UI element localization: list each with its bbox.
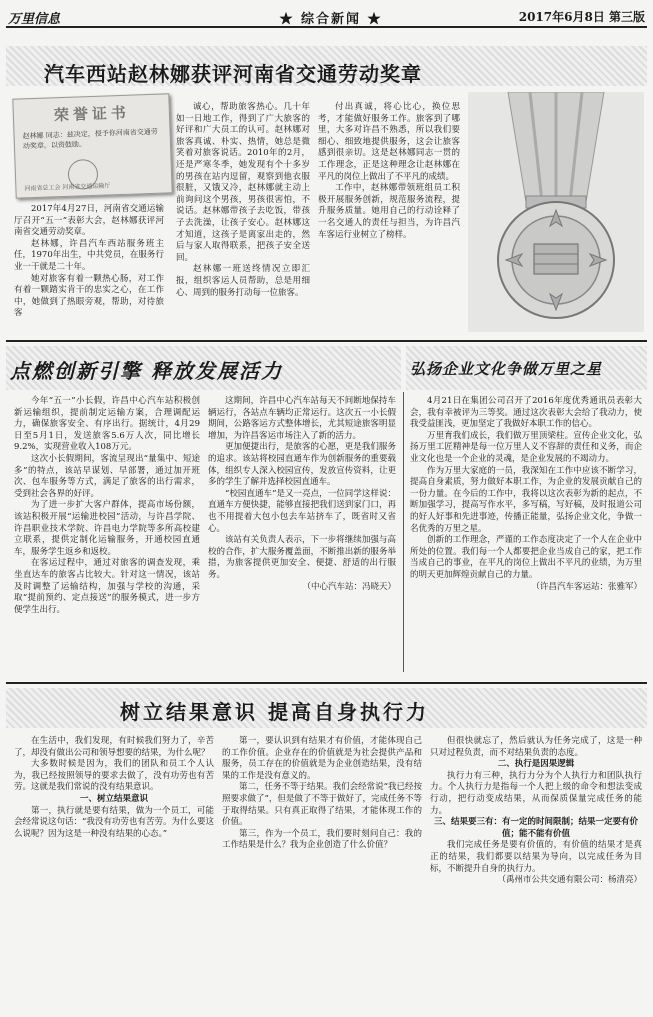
certificate-footer: 河南省总工会 河南省交通运输厅: [24, 182, 111, 193]
paragraph: 在客运过程中，通过对旅客的调查发现，乘坐直达车的旅客占比较大。针对这一情况，该站及时调整了运输结构，加强与学校的沟通，采取“提前预约、定点接送”的服务模式，进一步方便学生出行。: [14, 558, 200, 615]
paragraph: 第一，要认识到有结果才有价值，才能体现自己的工作价值。企业存在的价值就是为社会提供产品和服务，员工存在的价值就是为企业创造结果，没有结果的工作是没有意义的。: [222, 736, 422, 781]
article3-title: 弘扬企业文化争做万里之星: [410, 360, 603, 378]
paragraph: 4月21日在集团公司召开了2016年度优秀通讯员表彰大会，我有幸被评为三等奖。通过这次表彰大会给了我动力，使我受益匪浅，更加坚定了我做好本职工作的信心。: [410, 396, 642, 430]
paragraph: 工作中，赵林娜带领班组员工积极开展服务创新，规范服务流程，提升服务质量。她用自己的行动诠释了一名交通人的责任与担当，为许昌汽车客运行业树立了榜样。: [318, 183, 460, 240]
paragraph: 2017年4月27日，河南省交通运输厅召开“五一”表彰大会，赵林娜获评河南省交通劳动奖章。: [14, 204, 164, 238]
paragraph: 执行力有三种，执行力分为个人执行力和团队执行力。个人执行力是指每一个人把上级的命令和想法变成行动，把行动变成结果，从而保质保量完成任务的能力。: [430, 770, 642, 816]
article3-body: [410, 396, 642, 593]
page-header: [6, 4, 647, 28]
subheading: 一、树立结果意识: [79, 793, 148, 804]
section-divider: [6, 340, 647, 342]
section-title: ★ 综合新闻 ★: [279, 12, 383, 27]
paper-name: 万里信息: [8, 12, 61, 27]
paragraph: 为了进一步扩大客户群体，提高市场份额，该站积极开展“运输进校园”活动，与许昌学院、许昌职业技术学院、许昌电力学院等多所高校建立联系，提供定制化运输服务，开通校园直通车，服务学生返乡和返校。: [14, 500, 200, 557]
certificate-title: 荣誉证书: [53, 103, 131, 125]
certificate-body: 赵林娜 同志：兹决定，授予你河南省交通劳动奖章。以资鼓励。: [22, 127, 158, 151]
article4-title: 树立结果意识 提高自身执行力: [120, 700, 429, 724]
paragraph: 付出真诚，将心比心，换位思考，才能做好服务工作。旅客到了哪里，大多对许昌不熟悉，所以我们要细心、细致地提供服务，这会让旅客感到很亲切。这是赵林娜同志一贯的工作理念，正是这种理念让赵林娜在平凡的岗位上做出了不平凡的成绩。: [318, 102, 460, 182]
paragraph: 大多数时候是因为，我们的团队和员工个人认为，我已经按照领导的要求去做了，没有功劳也有苦劳。这就是我们常说的没有结果意识。: [14, 759, 214, 793]
paragraph: 诚心，帮助旅客热心。几十年如一日地工作，得到了广大旅客的好评和广大员工的认可。赵林娜对旅客真诚、朴实、热情，她总是微笑着对旅客说话。2010年的2月，还是严寒冬季，她发现有个十多岁的男孩在站内逗留，观察到他衣服很脏，又饿又冷，赵林娜就主动上前询问这个男孩，男孩很害怕，不说话。赵林娜带孩子去吃饭，带孩子去洗澡，让孩子安心。赵林娜这才知道，这孩子是离家出走的，然后与家人取得联系，把孩子安全送回。: [176, 102, 310, 263]
paragraph: 今年“五一”小长假，许昌中心汽车站积极创新运输组织，提前制定运输方案，合理调配运力，确保旅客安全、有序出行。据统计，4月29日至5月1日，发送旅客5.6万人次，同比增长9.2%，实现营业收入108万元。: [14, 396, 200, 453]
paragraph: 第一，执行就是要有结果，做为一个员工，可能会经常说这句话：“我没有功劳也有苦劳。为什么要这么说呢？因为这是一种没有结果的心态。”: [14, 805, 214, 839]
article4-column-2: [222, 736, 422, 852]
article3-byline: （许昌汽车客运站：张雅军）: [531, 581, 642, 592]
article4-column-1: [14, 736, 214, 840]
paragraph: 赵林娜一班送终情况立即汇报，组织客运人员帮助，总是用细心、周到的服务打动每一位旅客。: [176, 264, 310, 298]
article2-column-1: [14, 396, 200, 616]
article1-column-1: [14, 204, 164, 320]
paragraph: 赵林娜，许昌汽车西站服务班主任，1970年出生，中共党员，在服务行业一干就是二十年。: [14, 238, 164, 272]
article2-column-2: [208, 396, 396, 593]
paragraph: 该站有关负责人表示，下一步将继续加强与高校的合作，扩大服务覆盖面，不断推出新的服务举措，为旅客提供更加安全、便捷、舒适的出行服务。: [208, 535, 396, 580]
paragraph: 但很快就忘了，然后就认为任务完成了，这是一种只对过程负责，而不对结果负责的态度。: [430, 736, 642, 758]
article1-title: 汽车西站赵林娜获评河南省交通劳动奖章: [44, 62, 422, 86]
paragraph: 第三，作为一个员工，我们要时刻问自己：我的工作结果是什么？我为企业创造了什么价值？: [222, 828, 422, 851]
paragraph: 第二，任务不等于结果。我们会经常说“我已经按照要求做了”，但是做了不等于做好了，完成任务不等于取得结果。只有真正取得了结果，才能体现工作的价值。: [222, 782, 422, 828]
column-divider: [403, 392, 404, 672]
article4-byline: （禹州市公共交通有限公司：杨清亮）: [497, 875, 642, 886]
certificate-image: [12, 93, 172, 198]
article2-title: 点燃创新引擎 释放发展活力: [10, 359, 283, 383]
paragraph: 她对旅客有着一颗热心肠，对工作有着一颗踏实肯干的忠实之心，在工作中，她做到了热眼旁观，帮助，对待旅客: [14, 273, 164, 319]
article2-byline: （中心汽车站：冯晓天）: [302, 581, 396, 592]
paragraph: “校园直通车”是又一亮点，一位同学这样说：直通车方便快捷，能够直接把我们送到家门口，再也不用提着大包小包去车站挤车了，既省时又省心。: [208, 488, 396, 534]
paragraph: 这期间，许昌中心汽车站每天不间断地保持车辆运行，各站点车辆均正常运行。这次五一小长假期间，公路客运方式整体增长，尤其短途旅客明显增加，为许昌客运市场注入了新的活力。: [208, 396, 396, 441]
article1-column-2: [176, 102, 310, 299]
paragraph: 这次小长假期间，客流呈现出“量集中、短途多”的特点，该站早谋划、早部署，通过加开班次、包车服务等方式，满足了旅客的出行需求，受到社会各界的好评。: [14, 453, 200, 499]
paragraph: 我们完成任务是要有价值的，有价值的结果才是真正的结果，我们都要以结果为导向，以完成任务为目标，不断提升自身的执行力。: [430, 840, 642, 874]
section-divider: [6, 682, 647, 684]
paragraph: 在生活中，我们发现，有时候我们努力了，辛苦了，却没有做出公司和领导想要的结果，为什么呢？: [14, 736, 214, 758]
paragraph: 更加便捷出行，是旅客的心愿，更是我们服务的追求。该站将校园直通车作为创新服务的重要载体，组织专人深入校园宣传，发放宣传资料，让更多的学生了解并选择校园直通车。: [208, 442, 396, 488]
subheading: 三、结果要三有：有一定的时间限制；结果一定要有价值；能不能有价值: [433, 817, 638, 839]
paragraph: 作为万里大家庭的一员，我深知在工作中应该不断学习，提高自身素质，努力做好本职工作，为企业的发展贡献自己的一份力量。在今后的工作中，我将以这次表彰为新的起点，不断加强学习，提高写作水平，多写稿，写好稿，及时报道公司的好人好事和先进事迹，传播正能量，弘扬企业文化，争做一名优秀的万里之星。: [410, 465, 642, 534]
paragraph: 创新的工作理念，严谨的工作态度决定了一个人在企业中所处的位置。我们每一个人都要把企业当成自己的家，把工作当成自己的事业，在平凡的岗位上做出不平凡的业绩，为万里的明天更加辉煌贡献自己的力量。: [410, 535, 642, 580]
date-page: 2017年6月8日 第三版: [518, 10, 645, 24]
paragraph: 万里育我们成长，我们做万里顶梁柱。宣传企业文化，弘扬万里工匠精神是每一位万里人义不容辞的责任和义务，而企业文化也是一个企业的灵魂，是企业发展的不竭动力。: [410, 430, 642, 464]
medal-image: [468, 92, 644, 332]
article1-column-3: [318, 102, 460, 241]
subheading: 二、执行是因果逻辑: [497, 759, 575, 770]
article4-column-3: [430, 736, 642, 887]
